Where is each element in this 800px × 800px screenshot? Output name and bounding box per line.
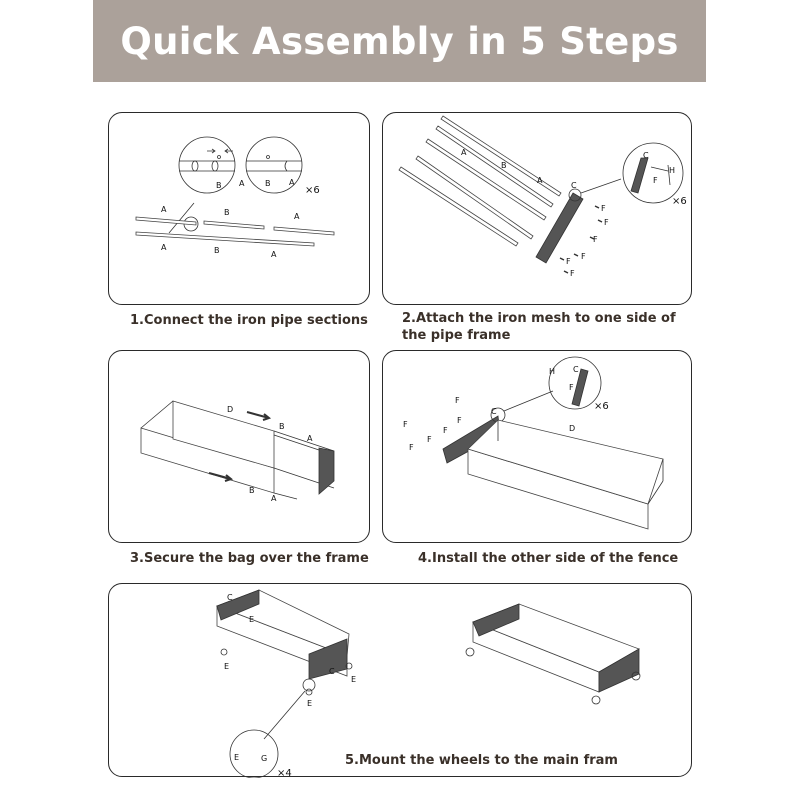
diagram-label: F [443,426,448,435]
diagram-label: B [501,161,507,170]
diagram-label: A [271,250,277,259]
diagram-label: A [294,212,300,221]
diagram-shape [581,179,621,193]
diagram-label: H [669,166,676,175]
diagram-label: C [491,407,497,416]
diagram-label: B [224,208,230,217]
diagram-label: A [271,494,277,503]
diagram-label: A [289,178,295,187]
diagram-label: F [566,257,571,266]
mesh-panel [536,193,583,263]
diagram-label: ×6 [672,196,687,207]
diagram-shape [285,161,287,171]
diagram-label: C [571,181,577,190]
header-banner [93,0,706,82]
diagram-label: E [224,662,230,671]
diagram-shape [267,156,270,159]
diagram-label: F [604,218,609,227]
diagram-label: E [351,675,357,684]
wheel-icon [306,689,312,695]
diagram-label: F [403,420,408,429]
step-2-illustration [383,113,693,306]
diagram-label: A [461,148,467,157]
diagram-shape [631,158,648,193]
diagram-shape [264,691,305,739]
arrow-right-icon [247,412,269,420]
wheel-icon [466,648,474,656]
step-2-panel [382,112,692,305]
diagram-shape [274,431,334,451]
label: B [216,181,222,190]
diagram-label: D [227,405,234,414]
step-5-illustration [109,584,693,778]
diagram-shape [192,161,198,171]
diagram-label: H [549,367,556,376]
diagram-label: F [455,396,460,405]
pipe-a [274,227,334,235]
diagram-shape [141,401,173,428]
diagram-shape [504,391,553,411]
step-4-panel [382,350,692,543]
detail-circle-1 [179,137,235,193]
diagram-label: F [427,435,432,444]
page-title: Quick Assembly in 5 Steps [120,19,679,63]
diagram-shape [399,167,518,246]
diagram-label: D [569,424,576,433]
diagram-label: F [581,252,586,261]
diagram-label: F [457,416,462,425]
step-5-caption: 5.Mount the wheels to the main fram [345,753,618,768]
diagram-shape [212,161,218,171]
wheel-icon [221,649,227,655]
step-2-caption: 2.Attach the iron mesh to one side of the pipe frame [402,311,676,343]
step-3-panel [108,350,370,543]
diagram-label: A [239,179,245,188]
step-1-panel [108,112,370,305]
step-4-caption: 4.Install the other side of the fence [418,551,679,566]
diagram-label: A [161,205,167,214]
diagram-label: ×6 [305,185,320,196]
step-3-caption: 3.Secure the bag over the frame [130,551,369,566]
diagram-label: A [307,434,313,443]
step-1-caption: 1.Connect the iron pipe sections [130,313,368,328]
step-4-illustration [383,351,693,544]
diagram-label: C [643,151,649,160]
step-5-panel [108,583,692,777]
diagram-label: ×4 [277,768,292,778]
diagram-shape [572,369,588,406]
diagram-shape [436,126,553,207]
diagram-label: A [161,243,167,252]
diagram-label: F [570,269,575,278]
diagram-label: F [653,176,658,185]
diagram-label: F [593,235,598,244]
diagram-label: ×6 [594,401,609,412]
diagram-shape [441,116,561,196]
diagram-label: E [307,699,313,708]
diagram-label: B [279,422,285,431]
pipe-b [204,221,264,229]
diagram-shape [651,167,668,171]
diagram-label: B [214,246,220,255]
step-3-illustration [109,351,371,544]
diagram-label: G [261,754,268,763]
diagram-label: F [409,443,414,452]
diagram-label: C [573,365,579,374]
step-1-illustration [109,113,371,306]
diagram-label: F [601,204,606,213]
arrow-right-icon [207,149,215,153]
wheel-icon [592,696,600,704]
diagram-label: F [569,383,574,392]
diagram-label: B [249,486,255,495]
diagram-label: E [234,753,240,762]
diagram-shape [218,156,221,159]
diagram-label: E [249,615,255,624]
diagram-label: B [265,179,271,188]
diagram-label: C [227,593,233,602]
diagram-label: A [537,176,543,185]
diagram-shape [169,203,194,233]
diagram-shape [274,493,297,499]
diagram-label: C [329,667,335,676]
